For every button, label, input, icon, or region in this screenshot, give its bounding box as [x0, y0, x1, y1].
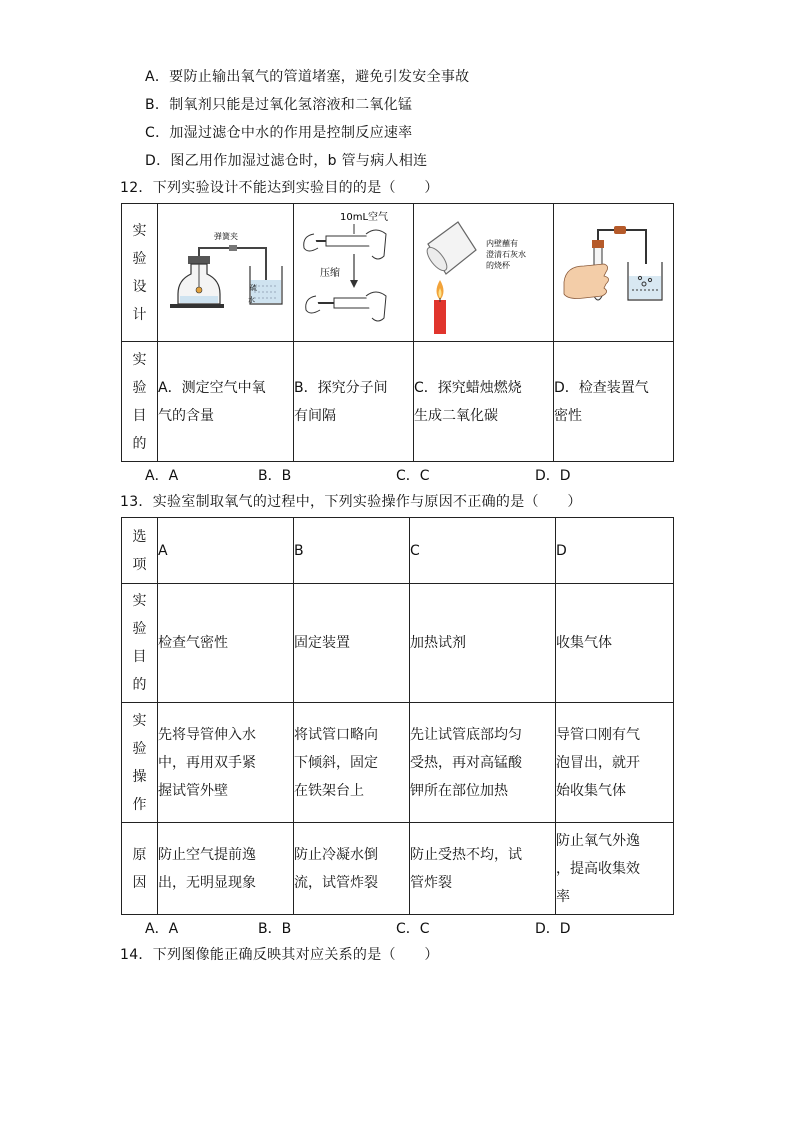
q13-operation-header: 实 验 操 作 — [122, 703, 158, 823]
clip-label: 弹簧夹 — [214, 232, 238, 241]
q12-answer-d: D．D — [535, 468, 571, 484]
water-label-1: 硫 — [250, 284, 257, 292]
q12-purpose-a: A．测定空气中氧 气的含量 — [158, 342, 294, 462]
q12-answer-a: A．A — [145, 468, 179, 484]
compress-label: 压缩 — [320, 268, 340, 279]
q12-purpose-b: B．探究分子间 有间隔 — [294, 342, 414, 462]
q13-option-d: D — [556, 518, 674, 584]
q12-stem: 12．下列实验设计不能达到实验目的的是（ ） — [120, 180, 439, 196]
q13-stem: 13．实验室制取氧气的过程中，下列实验操作与原因不正确的是（ ） — [120, 494, 582, 510]
q13-option-row — [122, 518, 674, 584]
q13-reason-row — [122, 823, 674, 915]
q12-answer-c: C．C — [396, 468, 430, 484]
candle-beaker-figure — [414, 204, 554, 342]
q13-operation-d: 导管口刚有气 泡冒出，就开 始收集气体 — [556, 703, 674, 823]
q13-answer-d: D．D — [535, 921, 571, 937]
q13-operation-b: 将试管口略向 下倾斜，固定 在铁架台上 — [294, 703, 410, 823]
airtightness-check-figure — [554, 204, 674, 342]
prev-option-a: A．要防止输出氧气的管道堵塞，避免引发安全事故 — [145, 69, 470, 85]
q13-option-c: C — [410, 518, 556, 584]
q13-purpose-row — [122, 584, 674, 703]
beaker-label-3: 的烧杯 — [486, 261, 510, 270]
q13-reason-b: 防止冷凝水倒 流，试管炸裂 — [294, 823, 410, 915]
q12-figure-b — [294, 204, 414, 342]
q13-purpose-a: 检查气密性 — [158, 584, 294, 703]
q13-operation-row — [122, 703, 674, 823]
q13-option-b: B — [294, 518, 410, 584]
prev-option-d: D．图乙用作加湿过滤仓时，b 管与病人相连 — [145, 153, 428, 169]
prev-option-c: C．加湿过滤仓中水的作用是控制反应速率 — [145, 125, 413, 141]
q12-answer-b: B．B — [258, 468, 292, 484]
oxygen-content-apparatus — [158, 204, 294, 342]
q13-operation-a: 先将导管伸入水 中，再用双手紧 握试管外壁 — [158, 703, 294, 823]
syringe-compression-figure — [294, 204, 414, 342]
water-label-2: 水 — [248, 296, 255, 304]
q12-table — [121, 203, 674, 462]
q13-operation-c: 先让试管底部均匀 受热，再对高锰酸 钾所在部位加热 — [410, 703, 556, 823]
q13-reason-d: 防止氧气外逸 ，提高收集效 率 — [556, 823, 674, 915]
air-volume-label: 10mL空气 — [340, 212, 389, 223]
q13-option-header: 选 项 — [122, 518, 158, 584]
q12-figure-a — [158, 204, 294, 342]
prev-option-b: B．制氧剂只能是过氧化氢溶液和二氧化锰 — [145, 97, 413, 113]
beaker-label-1: 内壁蘸有 — [486, 239, 518, 248]
q13-answer-a: A．A — [145, 921, 179, 937]
q13-answer-c: C．C — [396, 921, 430, 937]
q12-purpose-c: C．探究蜡烛燃烧 生成二氧化碳 — [414, 342, 554, 462]
q12-figure-d — [554, 204, 674, 342]
q13-reason-c: 防止受热不均，试 管炸裂 — [410, 823, 556, 915]
q12-purpose-d: D．检查装置气 密性 — [554, 342, 674, 462]
q14-stem: 14．下列图像能正确反映其对应关系的是（ ） — [120, 947, 439, 963]
q12-figure-c — [414, 204, 554, 342]
q13-purpose-c: 加热试剂 — [410, 584, 556, 703]
q13-reason-header: 原 因 — [122, 823, 158, 915]
q13-purpose-header: 实 验 目 的 — [122, 584, 158, 703]
q13-table — [121, 517, 674, 915]
beaker-label-2: 澄清石灰水 — [486, 250, 526, 259]
q12-purpose-row — [122, 342, 674, 462]
q13-purpose-b: 固定装置 — [294, 584, 410, 703]
q13-purpose-d: 收集气体 — [556, 584, 674, 703]
q13-reason-a: 防止空气提前逸 出，无明显现象 — [158, 823, 294, 915]
q13-option-a: A — [158, 518, 294, 584]
q12-design-header: 实 验 设 计 — [122, 204, 158, 342]
q12-purpose-header: 实 验 目 的 — [122, 342, 158, 462]
q13-answer-b: B．B — [258, 921, 292, 937]
q12-design-row — [122, 204, 674, 342]
